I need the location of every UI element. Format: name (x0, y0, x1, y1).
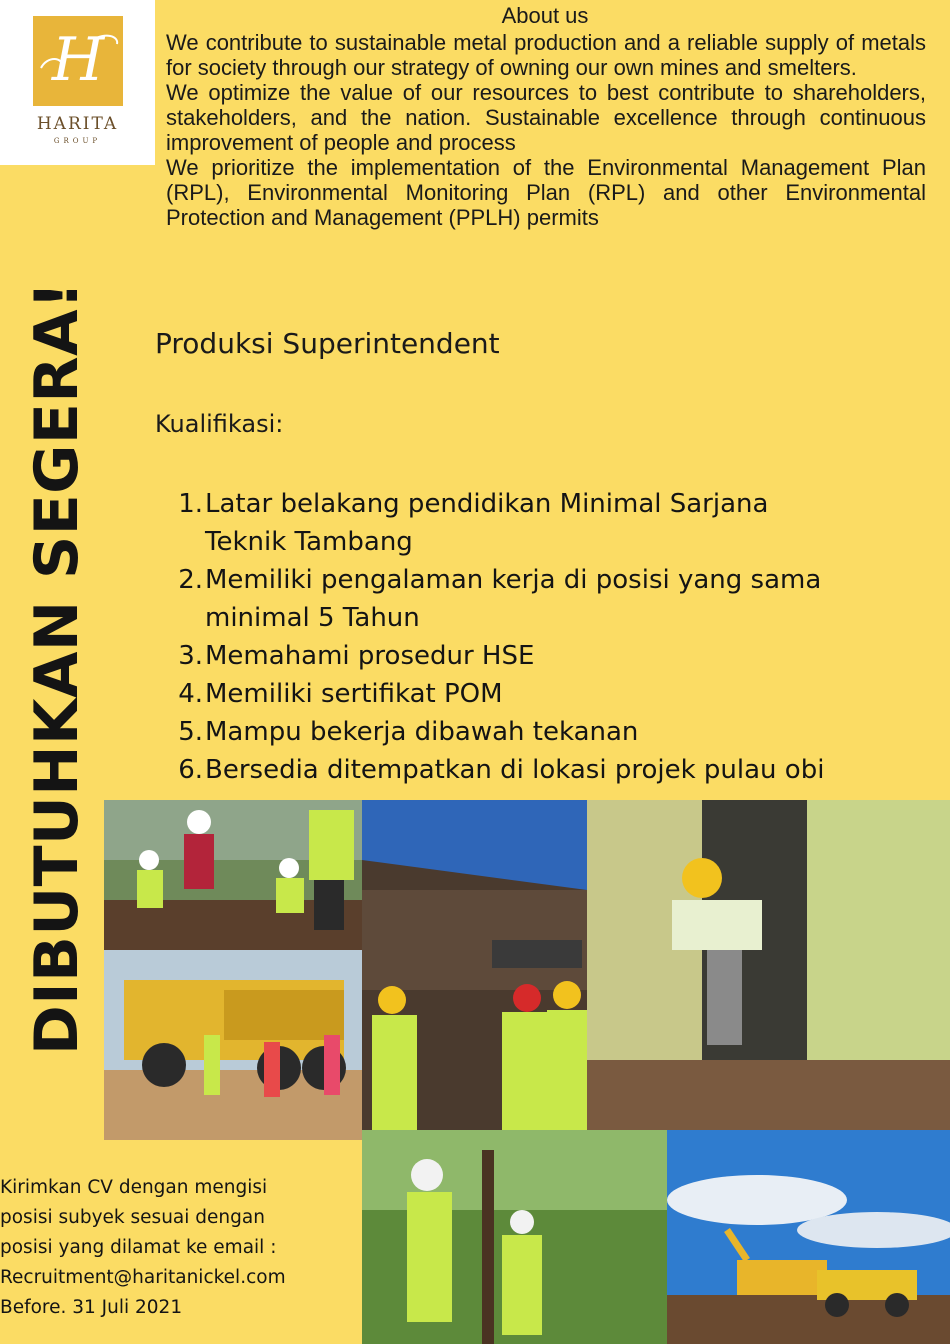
qualification-number: 5. (178, 717, 203, 747)
qualifications-list (178, 485, 935, 789)
qualification-line: Memahami prosedur HSE (205, 641, 535, 671)
footer-line: Kirimkan CV dengan mengisi (0, 1177, 268, 1198)
photo-dump-truck-workers (104, 950, 362, 1140)
qualification-number: 4. (178, 679, 203, 709)
deadline-date: Before. 31 Juli 2021 (0, 1297, 183, 1318)
vertical-headline: DIBUTUHKAN SEGERA! (22, 281, 92, 1055)
footer-instructions (0, 1173, 355, 1323)
harita-monogram-icon (33, 16, 123, 106)
photo-excavator-sky (667, 1130, 950, 1344)
svg-text:H: H (51, 25, 105, 95)
qualification-number: 6. (178, 755, 203, 785)
qualification-number: 3. (178, 641, 203, 671)
about-paragraph: We contribute to sustainable metal production and a reliable supply of metals for society through our strategy of owning our own mines and smelters. (166, 30, 926, 80)
harita-logo (33, 16, 123, 106)
footer-line: posisi yang dilamat ke email : (0, 1237, 277, 1258)
qualification-line: Memiliki sertifikat POM (205, 679, 503, 709)
logo-wordmark: HARITA (36, 114, 119, 134)
photo-forest-workers (362, 1130, 667, 1344)
about-paragraph: We prioritize the implementation of the Environmental Management Plan (RPL), Environmental Monitoring Plan (RPL) and other Environmental Protection and Management (PPLH) permits (166, 155, 926, 230)
qualification-number: 2. (178, 565, 203, 595)
qualification-line: Teknik Tambang (205, 527, 413, 557)
photo-worker-climbing-truck (587, 800, 950, 1130)
about-title: About us (501, 3, 589, 28)
qualification-line: minimal 5 Tahun (205, 603, 420, 633)
job-title: Produksi Superintendent (155, 327, 500, 360)
qualification-item (178, 561, 935, 637)
qualifications-title: Kualifikasi: (155, 410, 284, 438)
recruitment-email: Recruitment@haritanickel.com (0, 1267, 286, 1288)
qualification-line: Latar belakang pendidikan Minimal Sarjana (205, 489, 769, 519)
qualification-item (178, 713, 935, 751)
logo-panel (0, 0, 155, 165)
logo-subword: GROUP (53, 137, 102, 145)
footer-line: posisi subyek sesuai dengan (0, 1207, 265, 1228)
qualification-item (178, 637, 935, 675)
qualification-line: Memiliki pengalaman kerja di posisi yang sama (205, 565, 822, 595)
qualification-item (178, 751, 935, 789)
photo-field-workers-planting (104, 800, 362, 950)
qualification-line: Mampu bekerja dibawah tekanan (205, 717, 639, 747)
qualification-item (178, 485, 935, 561)
qualification-line: Bersedia ditempatkan di lokasi projek pulau obi (205, 755, 825, 785)
qualification-item (178, 675, 935, 713)
qualification-number: 1. (178, 489, 203, 519)
photo-workers-hardhats-building (362, 800, 587, 1130)
about-paragraph: We optimize the value of our resources to best contribute to shareholders, stakeholders, and the nation. Sustainable excellence through continuous improvement of people and process (166, 80, 926, 155)
about-body (166, 30, 926, 230)
